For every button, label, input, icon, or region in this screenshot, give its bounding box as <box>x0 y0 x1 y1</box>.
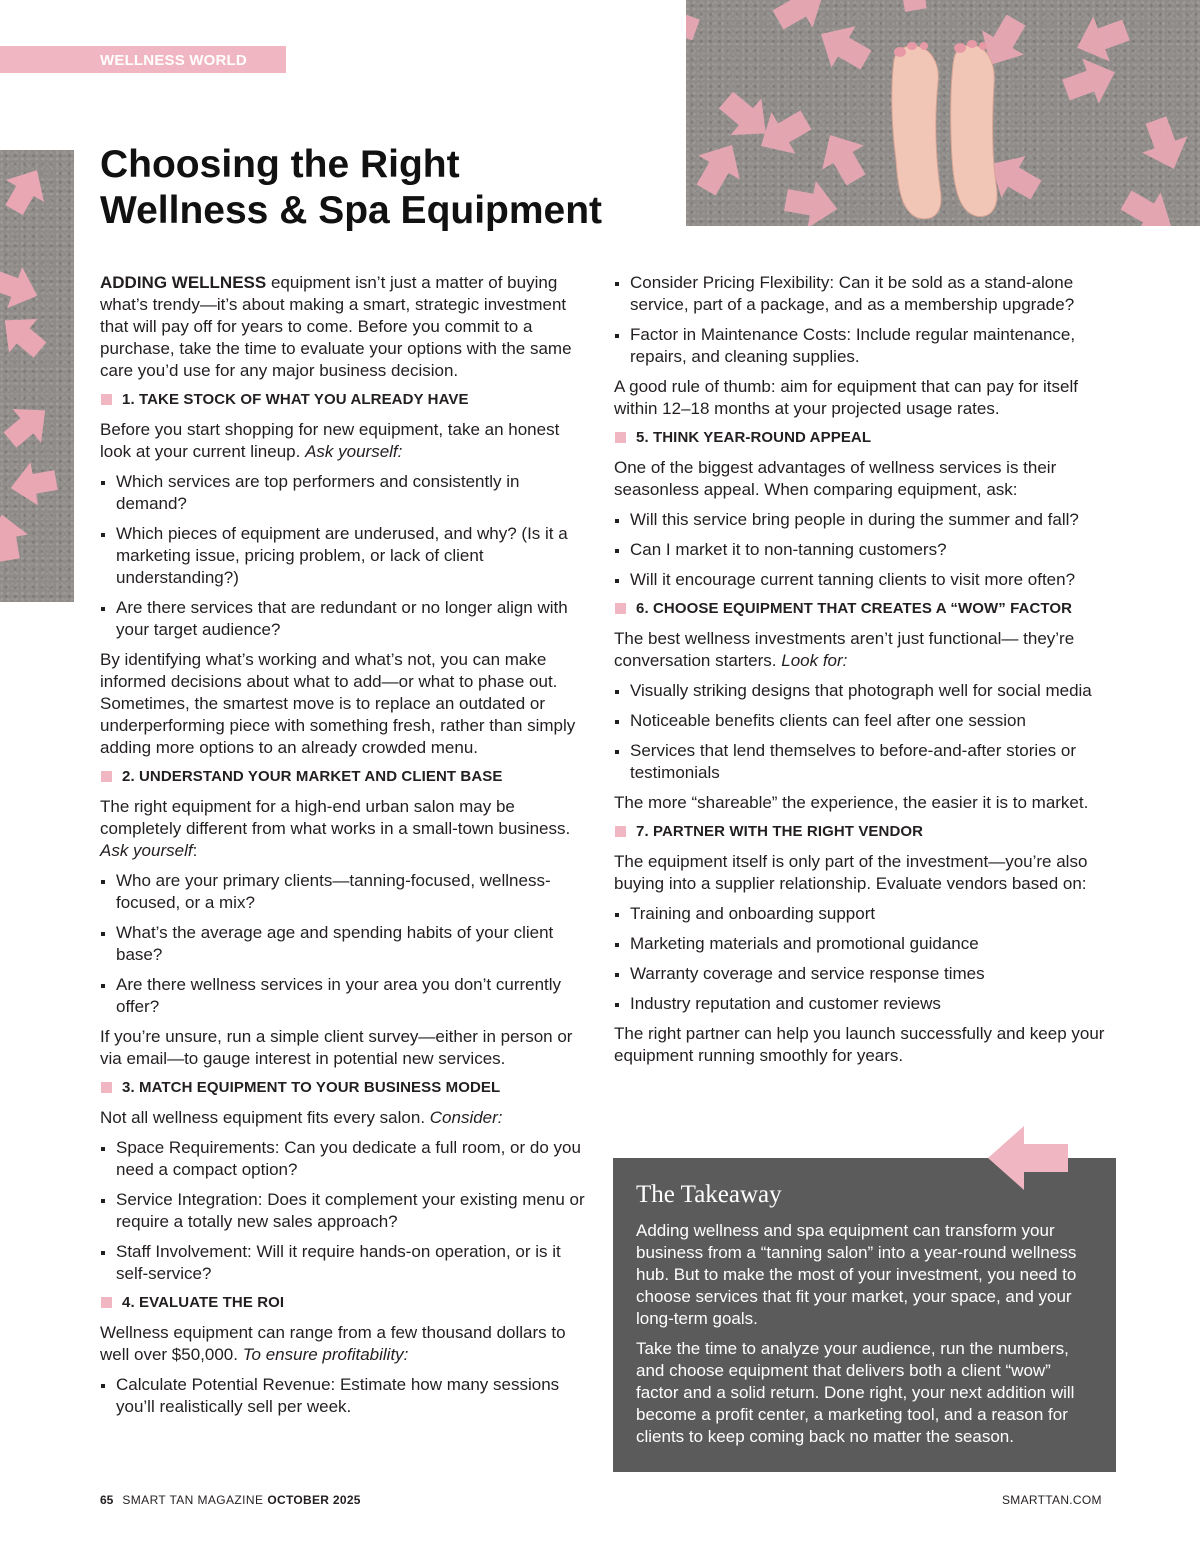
photo-feet-arrows <box>686 0 1200 226</box>
bullet-square-icon <box>615 334 619 338</box>
right-column <box>614 272 1110 1075</box>
title-line-2: Wellness & Spa Equipment <box>100 189 603 232</box>
list-item-term: Calculate Potential Revenue: <box>116 1375 336 1394</box>
list-item <box>614 903 1110 925</box>
bullet-square-icon <box>615 913 619 917</box>
list-item-text: Who are your primary clients—tanning-focused, wellness-focused, or a mix? <box>116 871 551 912</box>
section-3-heading-text: 3. MATCH EQUIPMENT TO YOUR BUSINESS MODEL <box>122 1079 501 1096</box>
section-2-intro <box>100 796 590 862</box>
bullet-square-icon <box>101 1199 105 1203</box>
section-6-heading-text: 6. CHOOSE EQUIPMENT THAT CREATES A “WOW” FACTOR <box>636 600 1073 617</box>
section-1-list <box>100 471 590 641</box>
intro-lead: ADDING WELLNESS <box>100 273 267 292</box>
section-4-intro <box>100 1322 590 1366</box>
bullet-square-icon <box>101 1384 105 1388</box>
page-footer <box>100 1492 361 1508</box>
section-4-body: A good rule of thumb: aim for equipment that can pay for itself within 12–18 months at your projected usage rates. <box>614 377 1078 418</box>
list-item-text: Services that lend themselves to before-and-after stories or testimonials <box>630 741 1076 782</box>
magazine-name: SMART TAN MAGAZINE <box>122 1493 264 1507</box>
list-item <box>614 680 1110 702</box>
bullet-square-icon <box>101 880 105 884</box>
list-item <box>100 471 590 515</box>
list-item-text: Can it be sold as a stand-alone service, part of a package, and as a membership upgrade? <box>630 273 1075 314</box>
section-6-heading <box>614 599 1110 619</box>
section-2-heading-text: 2. UNDERSTAND YOUR MARKET AND CLIENT BASE <box>122 768 503 785</box>
list-item-term: Space Requirements: <box>116 1138 280 1157</box>
section-5-heading <box>614 428 1110 448</box>
list-item <box>100 523 590 589</box>
section-7-body: The right partner can help you launch successfully and keep your equipment running smoothly for years. <box>614 1024 1105 1065</box>
section-1-intro <box>100 419 590 463</box>
section-5-intro: One of the biggest advantages of wellness services is their seasonless appeal. When comparing equipment, ask: <box>614 458 1057 499</box>
section-2-intro-text: The right equipment for a high-end urban salon may be completely different from what works in a small-town business. <box>100 797 571 838</box>
list-item <box>100 974 590 1018</box>
bullet-square-icon <box>615 720 619 724</box>
list-item-text: Noticeable benefits clients can feel after one session <box>630 711 1026 730</box>
section-6-body: The more “shareable” the experience, the easier it is to market. <box>614 793 1089 812</box>
section-7-intro: The equipment itself is only part of the investment—you’re also buying into a supplier relationship. Evaluate vendors based on: <box>614 852 1088 893</box>
list-item <box>614 272 1110 316</box>
section-2-intro-em: Ask yourself <box>100 841 193 860</box>
bullet-square-icon <box>615 282 619 286</box>
list-item <box>614 933 1110 955</box>
intro-text: equipment isn’t just a matter of buying what’s trendy—it’s about making a smart, strategic investment that will pay off for years to come. Before you commit to a purchase, take the time to evaluate your options with the same care you’d use for any major business decision. <box>100 273 572 380</box>
list-item-term: Staff Involvement: <box>116 1242 252 1261</box>
section-3-heading <box>100 1078 590 1098</box>
bullet-square-icon <box>101 607 105 611</box>
bullet-square-icon <box>615 1003 619 1007</box>
section-2-list <box>100 870 590 1018</box>
section-3-intro-em: Consider: <box>429 1108 503 1127</box>
list-item <box>100 1374 590 1418</box>
list-item <box>100 1189 590 1233</box>
section-3-intro-text: Not all wellness equipment fits every salon. <box>100 1108 430 1127</box>
list-item-text: Will it encourage current tanning clients to visit more often? <box>630 570 1076 589</box>
list-item-text: Warranty coverage and service response times <box>630 964 985 983</box>
section-6-intro-em: Look for: <box>781 651 848 670</box>
bullet-square-icon <box>101 1251 105 1255</box>
list-item-text: Include regular maintenance, repairs, and cleaning supplies. <box>630 325 1076 366</box>
bullet-square-icon <box>615 750 619 754</box>
list-item <box>100 1137 590 1181</box>
pink-square-icon <box>101 771 112 782</box>
list-item-term: Service Integration: <box>116 1190 263 1209</box>
list-item-text: Are there wellness services in your area you don’t currently offer? <box>116 975 562 1016</box>
bullet-square-icon <box>615 943 619 947</box>
intro-paragraph <box>100 272 590 382</box>
list-item-text: Will this service bring people in during the summer and fall? <box>630 510 1079 529</box>
bullet-square-icon <box>615 549 619 553</box>
takeaway-title: The Takeaway <box>636 1181 782 1208</box>
photo-arrow-strip <box>0 150 74 602</box>
takeaway-paragraph-1: Adding wellness and spa equipment can transform your business from a “tanning salon” into a year-round wellness hub. But to make the most of your investment, you need to choose services that fit your market, your space, and your long-term goals. <box>636 1221 1077 1328</box>
bullet-square-icon <box>101 984 105 988</box>
list-item <box>614 324 1110 368</box>
pink-square-icon <box>615 826 626 837</box>
bullet-square-icon <box>101 1147 105 1151</box>
issue-date: OCTOBER 2025 <box>267 1493 361 1507</box>
section-1-intro-em: Ask yourself: <box>305 442 403 461</box>
website-url: SMARTTAN.COM <box>1002 1493 1102 1507</box>
takeaway-box <box>613 1158 1116 1472</box>
list-item <box>614 710 1110 732</box>
section-4-intro-text: Wellness equipment can range from a few thousand dollars to well over $50,000. <box>100 1323 566 1364</box>
bullet-square-icon <box>615 519 619 523</box>
section-3-list <box>100 1137 590 1285</box>
list-item-term: Consider Pricing Flexibility: <box>630 273 835 292</box>
section-tag-label: WELLNESS WORLD <box>100 52 247 69</box>
section-1-intro-text: Before you start shopping for new equipment, take an honest look at your current lineup. <box>100 420 560 461</box>
pink-square-icon <box>615 603 626 614</box>
bullet-square-icon <box>101 533 105 537</box>
section-1-heading-text: 1. TAKE STOCK OF WHAT YOU ALREADY HAVE <box>122 391 469 408</box>
list-item <box>614 509 1110 531</box>
section-5-heading-text: 5. THINK YEAR-ROUND APPEAL <box>636 429 872 446</box>
pink-square-icon <box>101 1082 112 1093</box>
list-item-text: Will it require hands-on operation, or is it self-service? <box>116 1242 561 1283</box>
list-item <box>614 993 1110 1015</box>
bullet-square-icon <box>615 579 619 583</box>
section-6-list <box>614 680 1110 784</box>
section-4-heading <box>100 1293 590 1313</box>
list-item-term: Factor in Maintenance Costs: <box>630 325 852 344</box>
list-item-text: Training and onboarding support <box>630 904 876 923</box>
section-2-intro-tail: : <box>192 841 198 860</box>
section-3-intro <box>100 1107 590 1129</box>
page-number: 65 <box>100 1493 114 1507</box>
bullet-square-icon <box>615 690 619 694</box>
bullet-square-icon <box>101 932 105 936</box>
section-tag <box>0 46 286 73</box>
list-item-text: Marketing materials and promotional guidance <box>630 934 979 953</box>
left-column <box>100 272 590 1426</box>
section-4-list-part-1 <box>100 1374 590 1418</box>
pink-square-icon <box>101 394 112 405</box>
section-2-heading <box>100 767 590 787</box>
list-item-text: Visually striking designs that photograph well for social media <box>630 681 1092 700</box>
article-title <box>100 142 680 234</box>
section-6-intro-text: The best wellness investments aren’t just functional— they’re conversation starters. <box>614 629 1075 670</box>
list-item <box>100 870 590 914</box>
section-7-heading-text: 7. PARTNER WITH THE RIGHT VENDOR <box>636 823 924 840</box>
list-item <box>100 922 590 966</box>
bullet-square-icon <box>615 973 619 977</box>
list-item <box>100 597 590 641</box>
list-item-text: Which services are top performers and consistently in demand? <box>116 472 520 513</box>
list-item-text: Can you dedicate a full room, or do you need a compact option? <box>116 1138 581 1179</box>
section-4-intro-em: To ensure profitability: <box>242 1345 409 1364</box>
list-item-text: What’s the average age and spending habits of your client base? <box>116 923 554 964</box>
section-5-list <box>614 509 1110 591</box>
title-line-1: Choosing the Right <box>100 143 460 186</box>
bullet-square-icon <box>101 481 105 485</box>
pink-square-icon <box>615 432 626 443</box>
section-1-body: By identifying what’s working and what’s not, you can make informed decisions about what to add—or what to phase out. Sometimes, the smartest move is to replace an outdated or underperforming piece with something fresh, rather than simply adding more options to an already crowded menu. <box>100 650 576 757</box>
list-item-text: Does it complement your existing menu or require a totally new sales approach? <box>116 1190 585 1231</box>
list-item-text: Are there services that are redundant or no longer align with your target audience? <box>116 598 568 639</box>
list-item-text: Which pieces of equipment are underused, and why? (Is it a marketing issue, pricing problem, or lack of client understanding?) <box>116 524 568 587</box>
section-2-body: If you’re unsure, run a simple client survey—either in person or via email—to gauge interest in potential new services. <box>100 1027 573 1068</box>
list-item <box>614 740 1110 784</box>
list-item-text: Estimate how many sessions you’ll realistically sell per week. <box>116 1375 560 1416</box>
list-item-text: Can I market it to non-tanning customers? <box>630 540 947 559</box>
list-item <box>614 539 1110 561</box>
section-4-list-part-2 <box>614 272 1110 368</box>
section-4-heading-text: 4. EVALUATE THE ROI <box>122 1294 285 1311</box>
section-6-intro <box>614 628 1110 672</box>
left-arrow-icon <box>988 1126 1068 1190</box>
pink-square-icon <box>101 1297 112 1308</box>
list-item <box>614 569 1110 591</box>
section-1-heading <box>100 390 590 410</box>
list-item-text: Industry reputation and customer reviews <box>630 994 941 1013</box>
list-item <box>614 963 1110 985</box>
takeaway-paragraph-2: Take the time to analyze your audience, run the numbers, and choose equipment that delivers both a client “wow” factor and a solid return. Done right, your next addition will become a profit center, a marketing tool, and a reason for clients to keep coming back no matter the season. <box>636 1339 1075 1446</box>
section-7-list <box>614 903 1110 1015</box>
list-item <box>100 1241 590 1285</box>
section-7-heading <box>614 822 1110 842</box>
